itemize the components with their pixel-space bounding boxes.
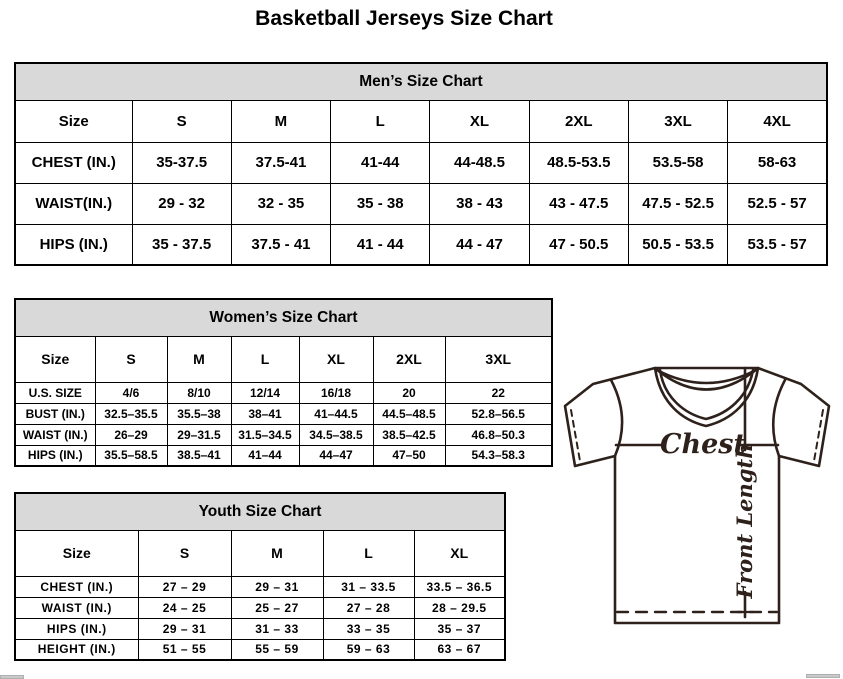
size-value-cell: 38.5–41	[167, 445, 231, 466]
size-value-cell: 54.3–58.3	[445, 445, 552, 466]
jersey-measurement-diagram	[553, 354, 841, 626]
size-value-cell: 44 - 47	[430, 224, 529, 265]
size-value-cell: 29 - 32	[132, 183, 231, 224]
size-header-label: Size	[15, 100, 132, 142]
row-label: HEIGHT (IN.)	[15, 639, 138, 660]
jersey-outline-drawing	[553, 354, 841, 626]
size-value-cell: 34.5–38.5	[299, 424, 373, 445]
size-value-cell: 35 - 37.5	[132, 224, 231, 265]
size-value-cell: 53.5 - 57	[728, 224, 827, 265]
size-col-header: S	[138, 530, 231, 576]
womens-table-title: Women’s Size Chart	[15, 299, 552, 336]
table-row	[15, 493, 505, 530]
mens-table-title: Men’s Size Chart	[15, 63, 827, 100]
size-value-cell: 53.5-58	[628, 142, 727, 183]
row-label: CHEST (IN.)	[15, 142, 132, 183]
size-value-cell: 41-44	[331, 142, 430, 183]
table-row	[15, 224, 827, 265]
size-value-cell: 8/10	[167, 382, 231, 403]
size-value-cell: 44–47	[299, 445, 373, 466]
row-label: WAIST(IN.)	[15, 183, 132, 224]
size-value-cell: 20	[373, 382, 445, 403]
size-value-cell: 41–44	[231, 445, 299, 466]
size-value-cell: 38 - 43	[430, 183, 529, 224]
chest-label: Chest	[660, 429, 746, 460]
size-value-cell: 31 – 33	[231, 618, 323, 639]
row-label: HIPS (IN.)	[15, 618, 138, 639]
row-label: WAIST (IN.)	[15, 424, 95, 445]
size-col-header: L	[323, 530, 414, 576]
size-value-cell: 59 – 63	[323, 639, 414, 660]
row-label: U.S. SIZE	[15, 382, 95, 403]
size-value-cell: 33 – 35	[323, 618, 414, 639]
size-col-header: 2XL	[373, 336, 445, 382]
size-col-header: S	[132, 100, 231, 142]
table-row	[15, 639, 505, 660]
hscrollbar-thumb-right[interactable]	[806, 674, 840, 678]
size-value-cell: 35.5–58.5	[95, 445, 167, 466]
table-row	[15, 445, 552, 466]
size-value-cell: 47.5 - 52.5	[628, 183, 727, 224]
table-row	[15, 530, 505, 576]
size-value-cell: 26–29	[95, 424, 167, 445]
size-value-cell: 25 – 27	[231, 597, 323, 618]
table-row	[15, 403, 552, 424]
youth-size-table	[14, 492, 506, 661]
size-value-cell: 63 – 67	[414, 639, 505, 660]
table-row	[15, 299, 552, 336]
table-row	[15, 597, 505, 618]
table-row	[15, 142, 827, 183]
size-col-header: M	[231, 100, 330, 142]
size-col-header: 2XL	[529, 100, 628, 142]
jersey-body-outline	[565, 368, 829, 623]
size-col-header: XL	[299, 336, 373, 382]
size-col-header: L	[231, 336, 299, 382]
size-value-cell: 16/18	[299, 382, 373, 403]
size-value-cell: 35 - 38	[331, 183, 430, 224]
size-value-cell: 32 - 35	[231, 183, 330, 224]
size-value-cell: 33.5 – 36.5	[414, 576, 505, 597]
size-value-cell: 4/6	[95, 382, 167, 403]
size-value-cell: 31.5–34.5	[231, 424, 299, 445]
size-value-cell: 41–44.5	[299, 403, 373, 424]
size-col-header: M	[167, 336, 231, 382]
size-value-cell: 48.5-53.5	[529, 142, 628, 183]
size-value-cell: 35 – 37	[414, 618, 505, 639]
size-col-header: 3XL	[445, 336, 552, 382]
size-value-cell: 38–41	[231, 403, 299, 424]
size-value-cell: 32.5–35.5	[95, 403, 167, 424]
size-value-cell: 35.5–38	[167, 403, 231, 424]
row-label: HIPS (IN.)	[15, 445, 95, 466]
size-value-cell: 44-48.5	[430, 142, 529, 183]
size-value-cell: 55 – 59	[231, 639, 323, 660]
size-value-cell: 47 - 50.5	[529, 224, 628, 265]
row-label: HIPS (IN.)	[15, 224, 132, 265]
table-row	[15, 336, 552, 382]
hscrollbar-thumb-left[interactable]	[0, 675, 24, 679]
size-value-cell: 12/14	[231, 382, 299, 403]
table-row	[15, 576, 505, 597]
size-col-header: L	[331, 100, 430, 142]
size-value-cell: 43 - 47.5	[529, 183, 628, 224]
womens-size-table	[14, 298, 553, 467]
size-col-header: 4XL	[728, 100, 827, 142]
size-value-cell: 51 – 55	[138, 639, 231, 660]
table-row	[15, 183, 827, 224]
size-value-cell: 29 – 31	[138, 618, 231, 639]
size-header-label: Size	[15, 336, 95, 382]
size-value-cell: 29 – 31	[231, 576, 323, 597]
size-value-cell: 22	[445, 382, 552, 403]
size-col-header: XL	[414, 530, 505, 576]
table-row	[15, 424, 552, 445]
size-value-cell: 27 – 28	[323, 597, 414, 618]
size-value-cell: 47–50	[373, 445, 445, 466]
size-value-cell: 31 – 33.5	[323, 576, 414, 597]
row-label: CHEST (IN.)	[15, 576, 138, 597]
size-col-header: 3XL	[628, 100, 727, 142]
row-label: WAIST (IN.)	[15, 597, 138, 618]
size-value-cell: 37.5 - 41	[231, 224, 330, 265]
table-row	[15, 618, 505, 639]
size-value-cell: 46.8–50.3	[445, 424, 552, 445]
size-value-cell: 29–31.5	[167, 424, 231, 445]
size-value-cell: 35-37.5	[132, 142, 231, 183]
size-value-cell: 58-63	[728, 142, 827, 183]
size-col-header: M	[231, 530, 323, 576]
size-col-header: S	[95, 336, 167, 382]
table-row	[15, 63, 827, 100]
size-col-header: XL	[430, 100, 529, 142]
mens-size-table	[14, 62, 828, 266]
size-value-cell: 38.5–42.5	[373, 424, 445, 445]
size-value-cell: 28 – 29.5	[414, 597, 505, 618]
collar-band-inner	[656, 369, 757, 390]
size-value-cell: 44.5–48.5	[373, 403, 445, 424]
size-value-cell: 37.5-41	[231, 142, 330, 183]
size-value-cell: 27 – 29	[138, 576, 231, 597]
size-value-cell: 24 – 25	[138, 597, 231, 618]
front-length-label: Front Length	[732, 443, 757, 599]
youth-table-title: Youth Size Chart	[15, 493, 505, 530]
row-label: BUST (IN.)	[15, 403, 95, 424]
size-value-cell: 52.5 - 57	[728, 183, 827, 224]
size-header-label: Size	[15, 530, 138, 576]
size-value-cell: 52.8–56.5	[445, 403, 552, 424]
page-title: Basketball Jerseys Size Chart	[255, 7, 553, 30]
size-value-cell: 50.5 - 53.5	[628, 224, 727, 265]
table-row	[15, 100, 827, 142]
size-value-cell: 41 - 44	[331, 224, 430, 265]
table-row	[15, 382, 552, 403]
